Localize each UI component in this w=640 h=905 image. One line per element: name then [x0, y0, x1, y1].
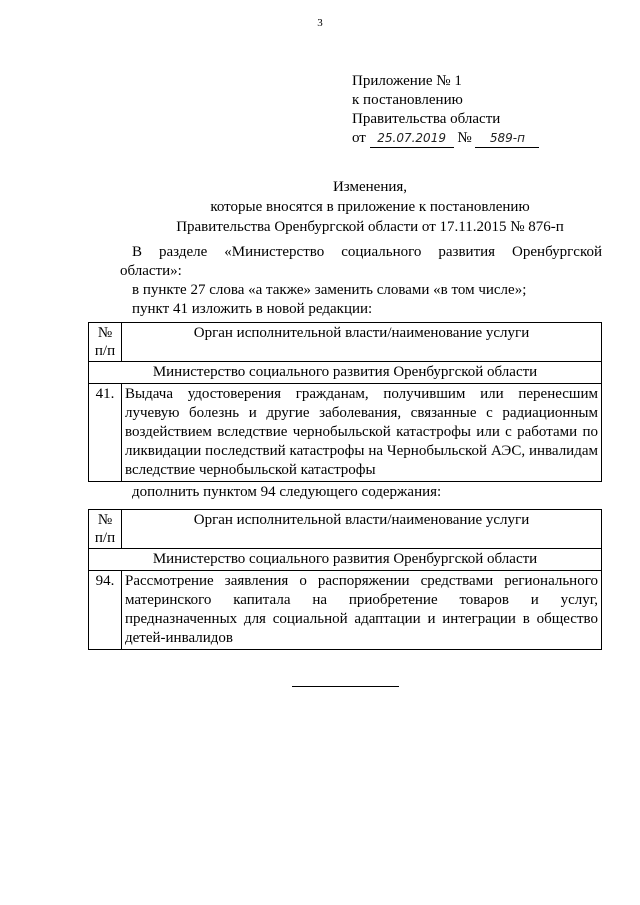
item-number: 41. [89, 384, 122, 482]
column-header-number [89, 510, 122, 549]
table-row [89, 549, 602, 571]
title-line-2: которые вносятся в приложение к постановлению [210, 199, 530, 215]
intro-line-1: В разделе «Министерство социального развития Оренбургской [132, 244, 602, 260]
item-text: Рассмотрение заявления о распоряжении средствами регионального материнского капитала на приобретение товаров и услуг, предназначенных для социальной адаптации и интеграции в общество детей-инвалидов [122, 571, 602, 650]
document-title [120, 177, 620, 237]
page-number: 3 [317, 17, 323, 29]
column-header-organ: Орган исполнительной власти/наименование услуги [122, 323, 602, 362]
header-no-abbr: п/п [94, 530, 116, 546]
appendix-header [352, 72, 612, 148]
table-header-row [89, 510, 602, 549]
intro-line-2: области»: [120, 263, 182, 279]
handwritten-date: 25.07.2019 [370, 130, 454, 148]
table-row [89, 571, 602, 650]
table-item-94 [88, 509, 602, 650]
item-number: 94. [89, 571, 122, 650]
appendix-line-3: Правительства области [352, 111, 501, 127]
title-line-3: Правительства Оренбургской области от 17.11.2015 № 876-п [176, 219, 564, 235]
appendix-date-line [352, 129, 612, 148]
column-header-organ: Орган исполнительной власти/наименование услуги [122, 510, 602, 549]
table-item-41 [88, 322, 602, 482]
table-header-row [89, 323, 602, 362]
header-no-symbol: № [97, 325, 113, 341]
end-divider [292, 686, 399, 687]
column-header-number [89, 323, 122, 362]
table-row [89, 362, 602, 384]
number-label: № [457, 130, 472, 146]
ministry-row: Министерство социального развития Оренбургской области [89, 549, 602, 571]
from-label: от [352, 130, 366, 146]
table-row [89, 384, 602, 482]
title-line-1: Изменения, [332, 179, 408, 195]
appendix-title: Приложение № 1 [352, 73, 462, 89]
intro-paragraph [120, 243, 602, 319]
intro-line-3: в пункте 27 слова «а также» заменить словами «в том числе»; [132, 282, 527, 298]
ministry-row: Министерство социального развития Оренбургской области [89, 362, 602, 384]
handwritten-number: 589-п [475, 130, 539, 148]
item-text: Выдача удостоверения гражданам, получившим или перенесшим лучевую болезнь и другие заболевания, связанные с радиационным воздействием вследствие чернобыльской катастрофы или с работами по ликвидации последствий катастрофы на Чернобыльской АЭС, инвалидам вследствие чернобыльской катастрофы [122, 384, 602, 482]
intro-line-4: пункт 41 изложить в новой редакции: [132, 301, 373, 317]
appendix-line-2: к постановлению [352, 92, 463, 108]
supplement-text: дополнить пунктом 94 следующего содержания: [132, 484, 442, 500]
header-no-symbol: № [97, 512, 113, 528]
header-no-abbr: п/п [94, 343, 116, 359]
